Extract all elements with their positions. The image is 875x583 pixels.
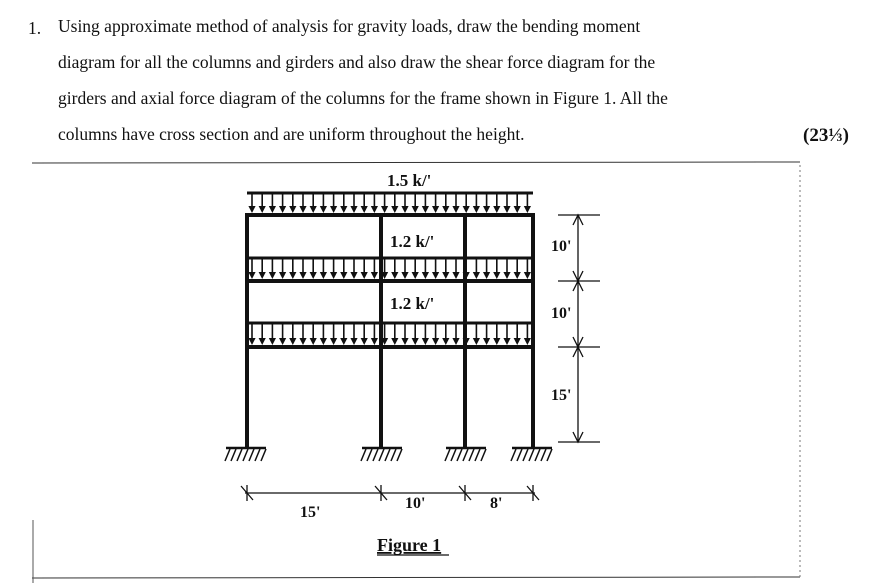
load-arrow (452, 193, 459, 213)
question-text-line-2: diagram for all the columns and girders and also draw the shear force diagram for the (58, 52, 656, 72)
load-arrow (361, 323, 368, 345)
load-arrow (473, 258, 480, 279)
load-arrow (483, 323, 490, 345)
load-arrow (514, 258, 521, 279)
load-arrow (524, 258, 531, 279)
load-arrow (279, 258, 286, 279)
load-arrow (442, 193, 449, 213)
load-arrow (452, 258, 459, 279)
width-label-bay-3: 8' (490, 495, 503, 512)
load-arrow (248, 258, 255, 279)
load-arrow (269, 258, 276, 279)
load-arrow (442, 258, 449, 279)
load-row-1 (247, 193, 533, 213)
load-arrow (259, 258, 266, 279)
load-arrow (473, 323, 480, 345)
height-label-story-1: 15' (551, 387, 572, 404)
fixed-support-4 (511, 448, 552, 461)
load-arrow (330, 258, 337, 279)
box-top-border (32, 162, 800, 163)
load-arrow (248, 193, 255, 213)
load-arrow (463, 193, 470, 213)
box-bottom-border (32, 577, 800, 578)
load-arrow (310, 323, 317, 345)
load-arrow (422, 258, 429, 279)
fixed-support-3 (445, 448, 486, 461)
load-arrow (350, 193, 357, 213)
question-text-line-3: girders and axial force diagram of the columns for the frame shown in Figure 1. All the (58, 88, 668, 108)
height-label-story-3: 10' (551, 238, 572, 255)
height-label-story-2: 10' (551, 305, 572, 322)
figure-caption: Figure 1 (377, 535, 442, 555)
load-arrow (432, 258, 439, 279)
load-arrow (350, 258, 357, 279)
load-arrow (401, 258, 408, 279)
load-arrow (473, 193, 480, 213)
load-arrow (503, 258, 510, 279)
load-arrow (483, 258, 490, 279)
load-arrow (279, 323, 286, 345)
question-marks: (23⅓) (803, 125, 849, 146)
fixed-supports (225, 448, 552, 461)
question-text-line-4: columns have cross section and are uniform throughout the height. (58, 124, 525, 144)
load-arrow (320, 258, 327, 279)
load-arrow (391, 258, 398, 279)
load-arrow (503, 323, 510, 345)
load-arrow (310, 258, 317, 279)
fixed-support-1 (225, 448, 266, 461)
load-arrow (320, 323, 327, 345)
load-arrow (259, 323, 266, 345)
load-arrow (391, 193, 398, 213)
load-arrow (330, 193, 337, 213)
load-arrow (381, 193, 388, 213)
load-row-2 (247, 258, 533, 279)
load-arrow (340, 323, 347, 345)
load-arrow (320, 193, 327, 213)
load-arrow (422, 193, 429, 213)
load-arrow (524, 193, 531, 213)
load-arrow (371, 193, 378, 213)
load-arrow (371, 258, 378, 279)
load-arrow (524, 323, 531, 345)
load-arrow (279, 193, 286, 213)
load-arrow (514, 193, 521, 213)
load-arrow (422, 323, 429, 345)
load-arrow (310, 193, 317, 213)
load-arrow (493, 323, 500, 345)
load-arrow (289, 193, 296, 213)
load-arrow (269, 323, 276, 345)
load-arrow (361, 258, 368, 279)
load-label-roof: 1.5 k/' (387, 171, 432, 190)
load-arrow (299, 258, 306, 279)
load-arrow (371, 323, 378, 345)
fixed-support-2 (361, 448, 402, 461)
width-label-bay-2: 10' (405, 495, 426, 512)
load-arrow (361, 193, 368, 213)
load-arrow (289, 323, 296, 345)
load-arrow (259, 193, 266, 213)
load-arrow (330, 323, 337, 345)
load-row-3 (247, 323, 533, 345)
load-arrow (299, 323, 306, 345)
load-arrow (452, 323, 459, 345)
load-label-floor-2: 1.2 k/' (390, 232, 435, 251)
load-arrow (442, 323, 449, 345)
load-arrow (432, 193, 439, 213)
load-arrow (401, 323, 408, 345)
load-arrow (412, 258, 419, 279)
load-arrow (289, 258, 296, 279)
load-arrow (412, 323, 419, 345)
question-text-line-1: Using approximate method of analysis for gravity loads, draw the bending moment (58, 16, 641, 36)
load-arrow (432, 323, 439, 345)
load-arrow (269, 193, 276, 213)
load-arrow (248, 323, 255, 345)
load-arrow (503, 193, 510, 213)
load-arrow (514, 323, 521, 345)
load-arrow (391, 323, 398, 345)
load-arrow (493, 258, 500, 279)
load-arrow (340, 193, 347, 213)
load-arrow (483, 193, 490, 213)
load-arrow (350, 323, 357, 345)
load-arrow (401, 193, 408, 213)
load-arrow (299, 193, 306, 213)
load-arrow (412, 193, 419, 213)
width-label-bay-1: 15' (300, 504, 321, 521)
load-label-floor-1: 1.2 k/' (390, 294, 435, 313)
question-number: 1. (28, 18, 42, 38)
load-arrow (340, 258, 347, 279)
load-arrow (493, 193, 500, 213)
